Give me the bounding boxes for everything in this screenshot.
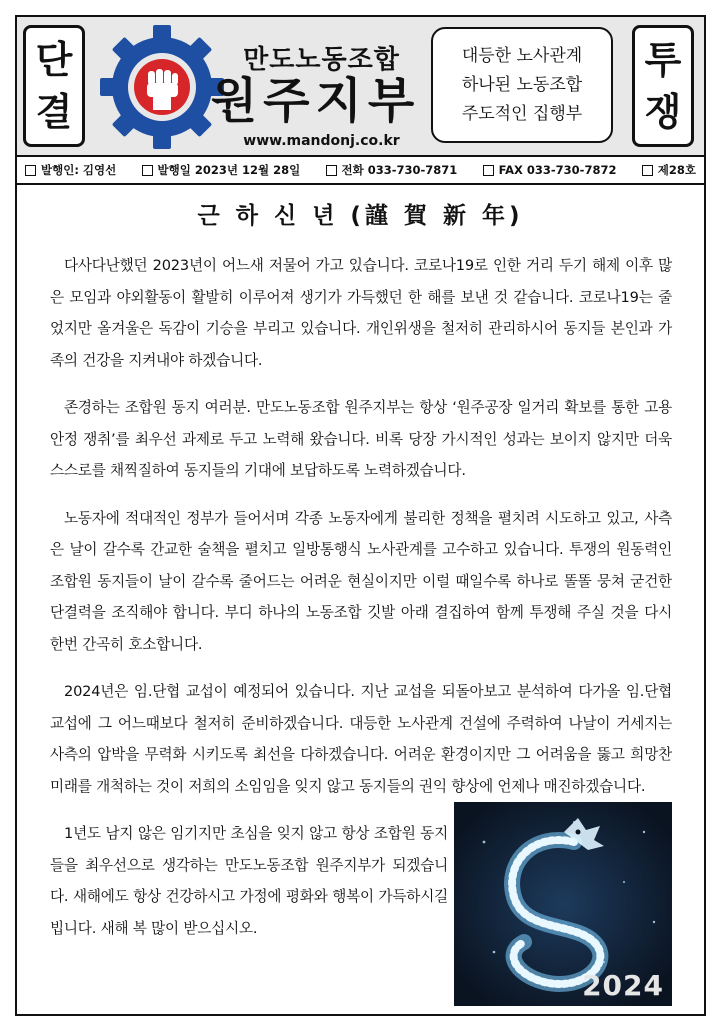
struggle-char-2: 쟁 (644, 90, 682, 134)
paragraph: 2024년은 임.단협 교섭이 예정되어 있습니다. 지난 교섭을 되돌아보고 분석하여 다가올 임.단협 교섭에 그 어느때보다 철저히 준비하겠습니다. 대등한 노사관계 건설에 주력하여 나날이 거세지는 사측의 압박을 무력화 시키도록 최선을 다하겠습니다. 어려운 환경이지만 그 어려움을 뚫고 희망찬 미래를 개척하는 것이 저희의 소임임을 잊지 않고 동지들의 권익 향상에 언제나 매진하겠습니다. (50, 683, 672, 795)
unity-char-1: 단 (35, 38, 73, 82)
newsletter-header (17, 17, 704, 155)
dragon-2024-image (454, 802, 672, 1006)
checkbox-icon (483, 165, 494, 176)
info-bar (17, 155, 704, 185)
website-url: www.mandonj.co.kr (243, 133, 400, 149)
checkbox-icon (326, 165, 337, 176)
slogan-box (431, 27, 613, 143)
year-label: 2024 (582, 969, 664, 1002)
issue-info (642, 162, 696, 178)
paragraph: 1년도 남지 않은 임기지만 초심을 잊지 않고 항상 조합원 동지들을 최우선으로 생각하는 만도노동조합 원주지부가 되겠습니다. 새해에도 항상 건강하시고 가정에 평화와 행복이 가득하시길 빕니다. 새해 복 많이 받으십시오. (50, 825, 448, 937)
checkbox-icon (142, 165, 153, 176)
slogan-line: 주도적인 집행부 (461, 103, 583, 124)
article-title: 근 하 신 년 (謹 賀 新 年) (197, 203, 524, 229)
publisher-text: 발행인: 김영선 (41, 163, 117, 177)
branch-name: 원주지부 (210, 73, 421, 129)
checkbox-icon (25, 165, 36, 176)
publisher-info (25, 162, 116, 178)
paragraph: 존경하는 조합원 동지 여러분. 만도노동조합 원주지부는 항상 ‘원주공장 일거리 확보를 통한 고용 안정 쟁취’를 최우선 과제로 두고 노력해 왔습니다. 비록 당장 가시적인 성과는 보이지 않지만 더욱 스스로를 채찍질하여 동지들의 기대에 보답하도록 노력하겠습니다. (50, 399, 672, 479)
unity-box (23, 25, 85, 147)
checkbox-icon (642, 165, 653, 176)
phone-info (326, 162, 458, 178)
paragraph: 다사다난했던 2023년이 어느새 저물어 가고 있습니다. 코로나19로 인한 거리 두기 해제 이후 많은 모임과 야외활동이 활발히 이루어져 생기가 가득했던 한 해를 보낸 것 같습니다. 코로나19는 줄었지만 올겨울은 독감이 기승을 부리고 있습니다. 개인위생을 철저히 관리하시어 동지들 본인과 가족의 건강을 지켜내야 하겠습니다. (50, 257, 672, 369)
fax-text: FAX 033-730-7872 (498, 163, 617, 177)
struggle-char-1: 투 (644, 38, 682, 82)
newsletter-frame (15, 15, 706, 1016)
fax-info (483, 163, 617, 177)
date-text: 발행일 2023년 12월 28일 (157, 163, 301, 177)
date-info (142, 162, 301, 178)
phone-text: 전화 033-730-7871 (341, 163, 458, 177)
paragraph: 노동자에 적대적인 정부가 들어서며 각종 노동자에게 불리한 정책을 펼치려 시도하고 있고, 사측은 날이 갈수록 간교한 술책을 펼치고 일방통행식 노사관계를 고수하고 있습니다. 투쟁의 원동력인 조합원 동지들이 날이 갈수록 줄어드는 어려운 현실이지만 이럴 때일수록 하나로 똘똘 뭉쳐 굳건한 단결력을 조직해야 합니다. 부디 하나의 노동조합 깃발 아래 결집하여 함께 투쟁해 주실 것을 다시 한번 간곡히 호소합니다. (50, 509, 672, 653)
slogan-line: 대등한 노사관계 (461, 45, 583, 66)
unity-char-2: 결 (35, 90, 73, 134)
struggle-box (632, 25, 694, 147)
slogan-line: 하나된 노동조합 (461, 74, 583, 95)
union-name: 만도노동조합 (243, 45, 400, 75)
issue-text: 제28호 (657, 163, 696, 177)
